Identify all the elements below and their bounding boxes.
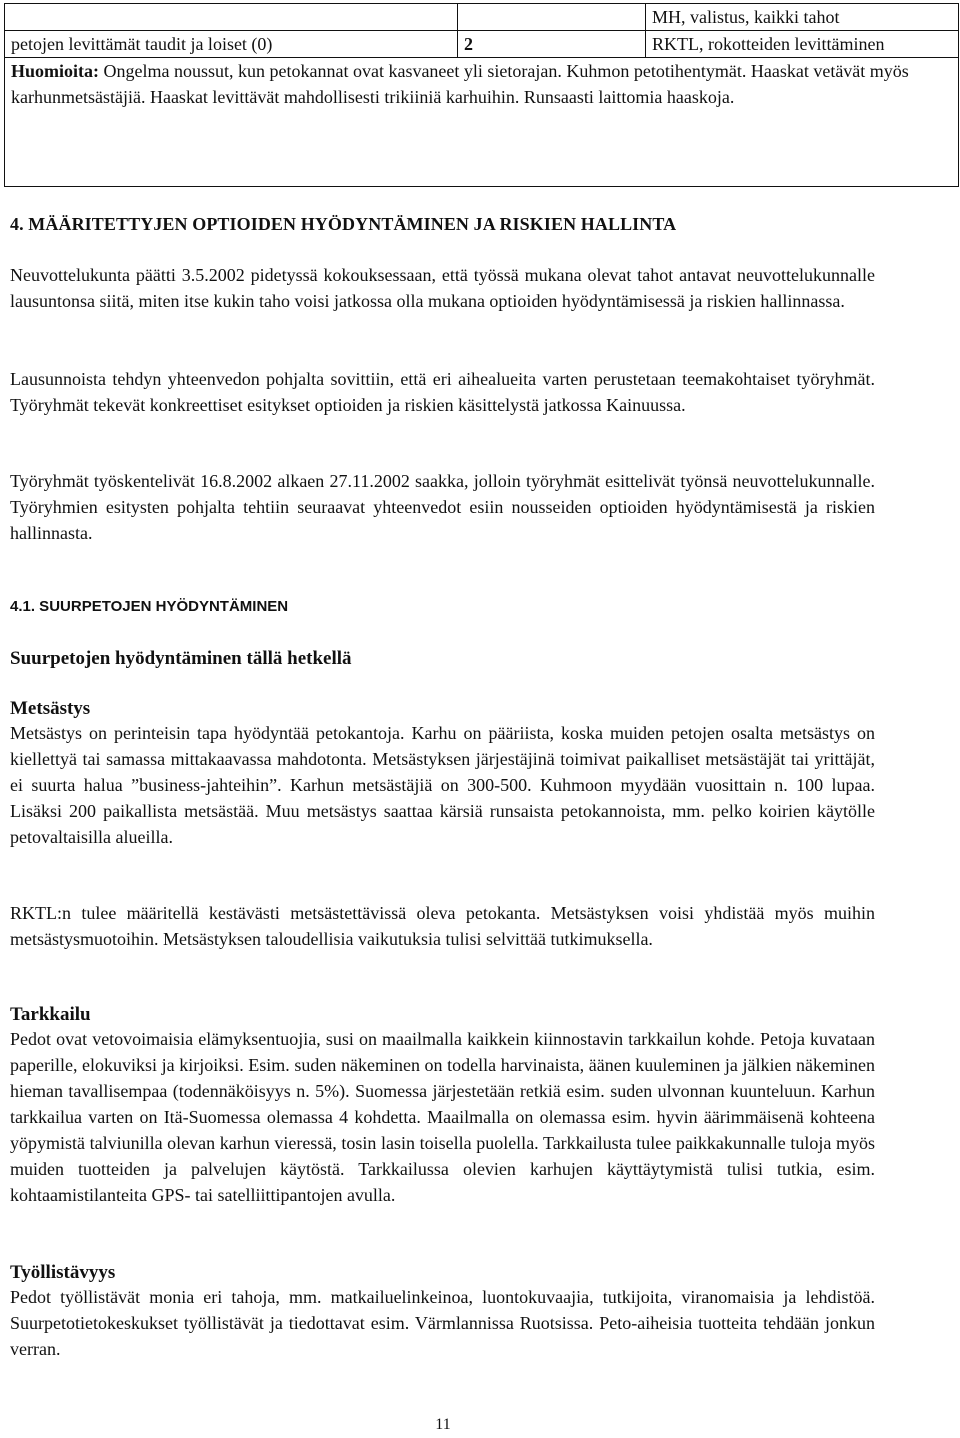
topic-title: Metsästys <box>10 698 91 719</box>
table-cell: petojen levittämät taudit ja loiset (0) <box>5 31 458 58</box>
table-row <box>5 31 959 58</box>
note-label: Huomioita: <box>11 61 99 81</box>
paragraph: Neuvottelukunta päätti 3.5.2002 pidetyssä kokouksessaan, että työssä mukana olevat tahot antavat neuvottelukunnalle lausuntonsa siitä, miten itse kukin taho voisi jatkossa olla mukana optioiden hyödyntämisessä ja riskien hallinnassa. <box>10 265 875 311</box>
table-row <box>5 4 959 31</box>
table-cell: MH, valistus, kaikki tahot <box>646 4 959 31</box>
table-cell-rating: 2 <box>458 31 646 58</box>
paragraph: Työryhmät työskentelivät 16.8.2002 alkaen 27.11.2002 saakka, jolloin työryhmät esittelivät työnsä neuvottelukunnalle. Työryhmien esitysten pohjalta tehtiin seuraavat yhteenvedot esiin nousseiden optioiden hyödyntämisestä ja riskien hallinnasta. <box>10 471 875 543</box>
table-cell: RKTL, rokotteiden levittäminen <box>646 31 959 58</box>
paragraph: Pedot ovat vetovoimaisia elämyksentuojia, susi on maailmalla kaikkein kiinnostavin tarkkailun kohde. Petoja kuvataan paperille, elokuviksi ja kirjoiksi. Esim. suden näkeminen on todella harvinaista, äänen kuuleminen ja jälkien näkeminen hieman tavallisempaa (todennäköisyys n. 5%). Suomessa järjestetään retkiä esim. suden ulvonnan kuunteluun. Karhun tarkkailua varten on Itä-Suomessa olemassa 4 kohdetta. Maailmalla on olemassa esim. hyvin äärimmäisenä kohteena yöpymistä talviunilla olevan karhun vieressä, tosin lasin toisella puolella. Tarkkailusta tulee paikkakunnalle tuloja myös muiden tuotteiden ja palvelujen käytöstä. Tarkkailussa olevien karhujen käyttäytymistä tulisi tutkia, esim. kohtaamistilanteita GPS- tai satelliittipantojen avulla. <box>10 1029 875 1205</box>
section-heading: 4. MÄÄRITETTYJEN OPTIOIDEN HYÖDYNTÄMINEN JA RISKIEN HALLINTA <box>10 214 677 234</box>
subheading: Suurpetojen hyödyntäminen tällä hetkellä <box>10 648 352 669</box>
paragraph: Lausunnoista tehdyn yhteenvedon pohjalta sovittiin, että eri aihealueita varten perustetaan teemakohtaiset työryhmät. Työryhmät tekevät konkreettiset esitykset optioiden ja riskien käsittelystä jatkossa Kainuussa. <box>10 369 875 415</box>
paragraph: RKTL:n tulee määritellä kestävästi metsästettävissä oleva petokanta. Metsästyksen voisi yhdistää myös muihin metsästysmuotoihin. Metsästyksen taloudellisia vaikutuksia tulisi selvittää tutkimuksella. <box>10 903 875 949</box>
table-row-note <box>5 58 959 187</box>
page-number: 11 <box>435 1416 451 1433</box>
subsection-heading: 4.1. SUURPETOJEN HYÖDYNTÄMINEN <box>10 598 289 615</box>
table-cell <box>458 4 646 31</box>
note-text: Ongelma noussut, kun petokannat ovat kasvaneet yli sietorajan. Kuhmon petotihentymät. Haaskat vetävät myös karhunmetsästäjiä. Haaskat levittävät mahdollisesti trikiiniä karhuihin. Runsaasti laittomia haaskoja. <box>11 61 909 107</box>
paragraph: Pedot työllistävät monia eri tahoja, mm. matkailuelinkeinoa, luontokuvaajia, tutkijoita, viranomaisia ja lehdistöä. Suurpetotietokeskukset työllistävät ja tiedottavat esim. Värmlannissa Ruotsissa. Peto-aiheisia tuotteita tehdään jonkun verran. <box>10 1287 875 1359</box>
note-cell <box>5 58 959 187</box>
topic-title: Tarkkailu <box>10 1004 91 1025</box>
summary-table <box>4 3 959 187</box>
table-cell <box>5 4 458 31</box>
paragraph: Metsästys on perinteisin tapa hyödyntää petokantoja. Karhu on pääriista, koska muiden petojen osalta metsästys on kiellettyä tai samassa mittakaavassa mahdotonta. Metsästyksen järjestäjinä toimivat paikalliset metsästäjät tai yrittäjät, ei suurta halua ”business-jahteihin”. Karhun metsästäjiä on 300-500. Kuhmoon myydään vuosittain n. 100 lupaa. Lisäksi 200 paikallista metsästää. Muu metsästys saattaa kärsiä runsaista petokannoista, mm. pelko koirien käytölle petovaltaisilla alueilla. <box>10 723 875 847</box>
topic-title: Työllistävyys <box>10 1262 116 1283</box>
